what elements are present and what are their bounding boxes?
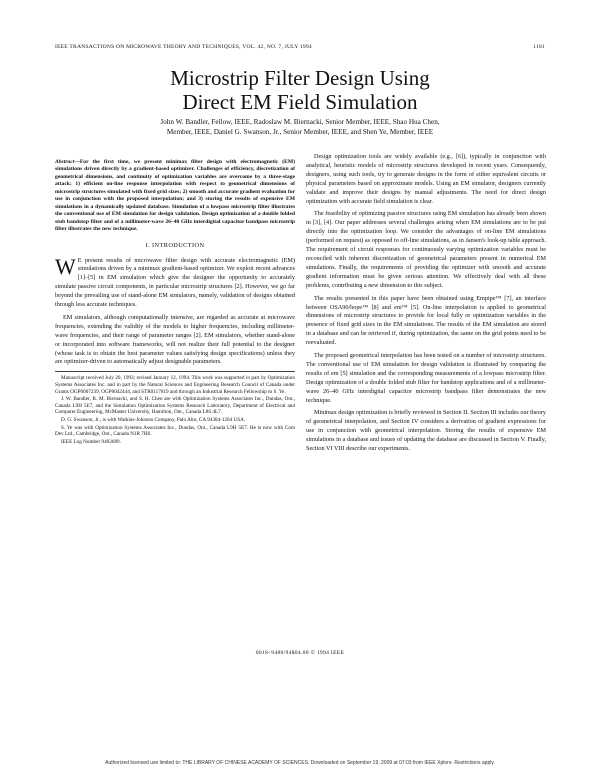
right-column (306, 153, 546, 458)
footnote-affiliation-2: D. G. Swanson, Jr., is with Watkins-Johnson Company, Palo Alto, CA 94304-1204 USA. (61, 416, 246, 423)
left-column (55, 153, 295, 446)
footnote-divider (55, 371, 295, 372)
issn-line: 0018–9480/94$04.00 © 1994 IEEE (255, 650, 345, 656)
title-line-2: Direct EM Field Simulation (182, 90, 418, 114)
journal-header: IEEE TRANSACTIONS ON MICROWAVE THEORY AND TECHNIQUES, VOL. 42, NO. 7, JULY 1994 (55, 44, 312, 50)
author-list (90, 117, 510, 137)
title-line-1: Microstrip Filter Design Using (170, 66, 430, 90)
license-notice: Authorized licensed use limited to: THE LIBRARY OF CHINESE ACADEMY OF SCIENCES. Downloaded on September 19, 2009 at 07:03 from IEEE Xplore. Restrictions apply. (105, 760, 495, 766)
drop-cap: W (55, 253, 76, 279)
intro-paragraph-1-text: E present results of microwave filter design with accurate electromagnetic (EM) simulations driven by a minimax gradient-based optimizer. We exploit recent advances [1]–[5] in EM simulation which give the designer the opportunity to accurately simulate passive circuit components, in particular microstrip structures [2]. However, we go far beyond the prevailing use of stand-alone EM simulators, namely, validation of designs obtained through less accurate techniques. (55, 256, 295, 309)
footnote-affiliation-3: S. Ye was with Optimization Systems Associates Inc., Dundas, Ont., Canada L9H 5E7. He is now with Com Dev Ltd., Cambridge, Ont., Canada N1R 7H6. (55, 424, 295, 438)
abstract (55, 159, 295, 234)
abstract-label: Abstract— (55, 158, 80, 165)
abstract-text: For the first time, we present minimax filter design with electromagnetic (EM) simulations driven directly by a gradient-based optimizer. Challenges of efficiency, discretization of geometrical dimensions, and continuity of optimization variables are overcome by a three-stage attack: 1) efficient on-line response interpolation with respect to geometrical dimensions of microstrip structures simulated with fixed grid sizes; 2) smooth and accurate gradient evaluation for use in conjunction with the proposed interpolation; and 3) storing the results of expensive EM simulations in a dynamically updated database. Simulation of a lowpass microstrip filter illustrates the conventional use of EM simulation for design validation. Design optimization of a double folded stub bandstop filter and of a millimeter-wave 26–40 GHz interdigital capacitor bandpass microstrip filter illustrates the new technique. (55, 158, 295, 233)
page-number: 1181 (533, 44, 545, 50)
section-heading-introduction: I. INTRODUCTION (145, 241, 205, 249)
footnote-log-number: IEEE Log Number 9402689. (61, 438, 121, 445)
right-paragraph-5: Minimax design optimization is briefly reviewed in Section II. Section III includes our theory of geometrical interpolation, and Section IV considers a derivation of gradient expressions for use in conjunction with geometrical interpolation. Storing the results of expensive EM simulations in a database and issues of updating the database are discussed in Section V. Finally, Section VI VIII describe our experiments. (306, 409, 546, 453)
footnote-manuscript: Manuscript received July 20, 1993; revised January 12, 1994. This work was supported in part by Optimization Systems Associates Inc. and in part by the Natural Sciences and Engineering Research Council of Canada under Grants OGP0007239, OGP0042444, and STR0117819 and through an Industrial Research Fellowship to S. Ye. (55, 375, 295, 395)
paper-title (0, 66, 600, 114)
footnote-affiliation-1: J. W. Bandler, R. M. Biernacki, and S. H. Chen are with Optimization Systems Associates Inc., Dundas, Ont., Canada L9H 5E7, and the Simulation Optimization Systems Research Laboratory, Department of Electrical and Computer Engineering, McMaster University, Hamilton, Ont., Canada L8S 4L7. (55, 396, 295, 416)
intro-paragraph-2: EM simulators, although computationally intensive, are regarded as accurate at microwave frequencies, extending the validity of the models to higher frequencies, including millimeter-wave frequencies, and their range of parameter ranges [2]. EM simulators, whether stand-alone or incorporated into software frameworks, will not realize their full potential to the designer (whose task is to obtain the best parameter values satisfying design specifications) unless they are optimizer-driven to automatically adjust designable parameters. (55, 313, 295, 366)
right-paragraph-3: The results presented in this paper have been obtained using Empipe™ [7], an interface between OSA90/hope™ [8] and em™ [5]. On-line interpolation is applied to geometrical dimensions of microstrip structures to provide for local fully or optimization variables in the presence of fixed grid sizes in the EM simulations. The results of the EM simulation are stored in a database and can be retrieved if, during optimization, the same on the grid points need to be reevaluated. (306, 294, 546, 347)
authors-line-2: Member, IEEE, Daniel G. Swanson, Jr., Senior Member, IEEE, and Shen Ye, Member, IEEE (166, 128, 434, 136)
footnotes (55, 375, 295, 445)
right-paragraph-1: Design optimization tools are widely available (e.g., [6]), typically in conjunction with analytical, heuristic models of microstrip structures developed in recent years. Consequently, designers, using such tools, try to generate designs in the form of either equivalent circuits or physical parameters based on approximate models. Using an EM simulator, designers currently validate and improve their designs by manual adjustments. The need for direct design optimization with accurate field simulation is clear. (306, 153, 546, 205)
intro-paragraph-1 (55, 253, 295, 310)
right-paragraph-2: The feasibility of optimizing passive structures using EM simulation has already been shown in [3], [4]. Our paper addresses several challenges arising when EM simulations are to be put directly into the optimization loop. We consider the advantages of on-line EM simulations (performed on request) as opposed to off-line simulations, as in Jansen's look-up table approach. The requirement of circuit responses for continuously varying optimization variables must be reconciled with inherent discretization of geometrical parameters present in numerical EM simulations. Finally, the requirements of providing the optimizer with smooth and accurate gradient information must be given serious attention. We effectively deal with all these problems, contributing a new dimension to this subject. (306, 210, 546, 289)
right-paragraph-4: The proposed geometrical interpolation has been tested on a number of microstrip structures. The conventional use of EM simulation for design validation is illustrated by comparing the results of em [5] simulation and the corresponding measurements of a lowpass microstrip filter. Design optimization of a double folded stub filter for bandstop applications and of a millimeter-wave 26–40 GHz interdigital capacitor microstrip bandpass filter demonstrates the new technique. (306, 352, 546, 404)
authors-line-1: John W. Bandler, Fellow, IEEE, Radoslaw M. Biernacki, Senior Member, IEEE, Shao Hua Chen, (160, 118, 440, 126)
